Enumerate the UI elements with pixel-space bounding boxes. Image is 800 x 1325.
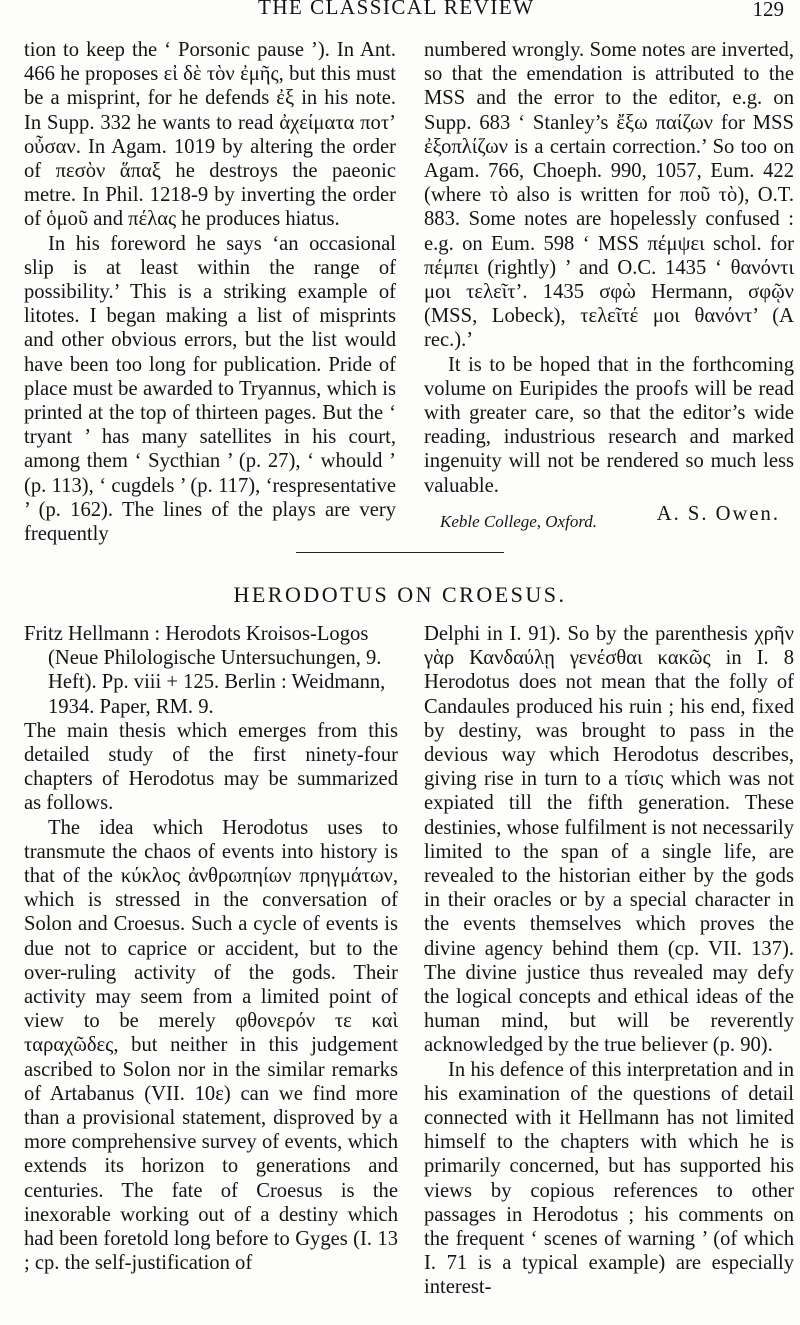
page-header bbox=[0, 0, 800, 22]
paragraph: The idea which Herodotus uses to transmute the chaos of events into history is that of the κύκλος ἀνθρωπηίων πρηγμάτων, which is stressed in the conversation of Solon and Croesus. Such a cycle of events is due not to caprice or accident, but to the over-ruling activity of the gods. Their activity may seem from a limited point of view to be merely φθονερόν τε καὶ ταραχῶδες, but neither in this judgement ascribed to Solon nor in the similar remarks of Artabanus (VII. 10ε) can we find more than a provisional statement, disproved by a more comprehensive survey of events, which extends its horizon to generations and centuries. The fate of Croesus is the inexorable working out of a destiny which had been foretold long before to Gyges (I. 13 ; cp. the self-justification of bbox=[24, 816, 398, 1275]
page-number: 129 bbox=[752, 0, 784, 21]
author-signature: A. S. Owen. bbox=[656, 502, 780, 525]
paragraph: It is to be hoped that in the forthcoming volume on Euripides the proofs will be read with greater care, so that the editor’s wide reading, industrious research and marked ingenuity will not be rendered so much less valuable. bbox=[424, 353, 794, 497]
running-title: THE CLASSICAL REVIEW bbox=[258, 0, 535, 19]
bottom-right-column bbox=[424, 622, 794, 1300]
bottom-left-column bbox=[24, 622, 398, 1275]
section-title: HERODOTUS ON CROESUS. bbox=[233, 582, 567, 607]
paragraph: In his defence of this interpretation and in his examination of the questions of detail connected with it Hellmann has not limited himself to the chapters with which he is primarily concerned, but has supported his views by copious references to other passages in Herodotus ; his comments on the frequent ‘ scenes of warning ’ (of which I. 71 is a typical example) are especially interest- bbox=[424, 1058, 794, 1299]
paragraph: In his foreword he says ‘an occasional slip is at least within the range of possibility.’ This is a striking example of litotes. I began making a list of misprints and other obvious errors, but the list would have been too long for publication. Pride of place must be awarded to Tryannus, which is printed at the top of thirteen pages. But the ‘ tryant ’ has many satellites in his court, among them ‘ Sycthian ’ (p. 27), ‘ whould ’ (p. 113), ‘ cugdels ’ (p. 117), ‘respresentative ’ (p. 162). The lines of the plays are very frequently bbox=[24, 232, 396, 546]
top-left-column bbox=[24, 38, 396, 546]
section-divider bbox=[296, 552, 504, 553]
paragraph: The main thesis which emerges from this detailed study of the first ninety-four chapters of Herodotus may be summarized as follows. bbox=[24, 719, 398, 815]
paragraph: tion to keep the ‘ Porsonic pause ’). In Ant. 466 he proposes εἰ δὲ τὸν ἐμῆς, but this must be a misprint, for he defends ἐξ in his note. In Supp. 332 he wants to read ἀχείματα ποτ’ οὖσαν. In Agam. 1019 by altering the order of πεσὸν ἅπαξ he destroys the paeonic metre. In Phil. 1218-9 by inverting the order of ὁμοῦ and πέλας he produces hiatus. bbox=[24, 39, 396, 231]
top-right-column bbox=[424, 38, 794, 526]
author-affiliation: Keble College, Oxford. bbox=[440, 512, 598, 531]
paragraph: Delphi in I. 91). So by the parenthesis χρῆν γὰρ Κανδαύλῃ γενέσθαι κακῶς in I. 8 Herodotus does not mean that the folly of Candaules produced his ruin ; his end, fixed by destiny, was brought to pass in the devious way which Herodotus describes, giving rise in turn to a τίσις which was not expiated till the fifth generation. These destinies, whose fulfilment is not necessarily limited to the span of a single life, are revealed to the historian either by the gods in their oracles or by a special character in the events themselves which proves the divine agency behind them (cp. VII. 137). The divine justice thus revealed may defy the logical concepts and ethical ideas of the human mind, but will be reverently acknowledged by the true believer (p. 90). bbox=[424, 623, 794, 1057]
book-citation: Fritz Hellmann : Herodots Kroisos-Logos (Neue Philologische Untersuchungen, 9. Heft). Pp. viii + 125. Berlin : Weidmann, 1934. Paper, RM. 9. bbox=[24, 623, 386, 718]
paragraph: numbered wrongly. Some notes are inverted, so that the emendation is attributed to the MSS and the error to the editor, e.g. on Supp. 683 ‘ Stanley’s ἔξω παίζων for MSS ἐξοπλίζων is a certain correction.’ So too on Agam. 766, Choeph. 990, 1057, Eum. 422 (where τὸ also is written for ποῦ τὸ), O.T. 883. Some notes are hopelessly confused : e.g. on Eum. 598 ‘ MSS πέμψει schol. for πέμπει (rightly) ’ and O.C. 1435 ‘ θανόντι μοι τελεῖτ’. 1435 σφὼ Hermann, σφῷν (MSS, Lobeck), τελεῖτέ μοι θανόντ’ (A rec.).’ bbox=[424, 39, 794, 352]
